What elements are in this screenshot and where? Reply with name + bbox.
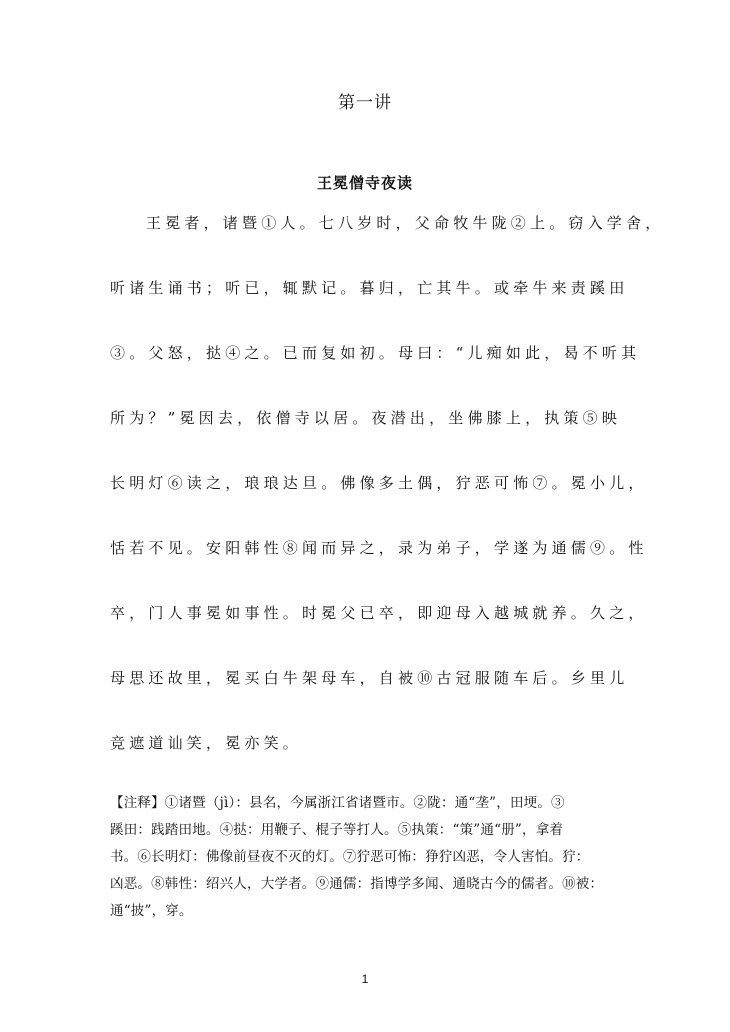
note-line: 通“披”，穿。: [110, 903, 193, 919]
note-line: 【注释】①诸暨（jì）：县名，今属浙江省诸暨市。②陇：通“垄”，田埂。③: [110, 795, 565, 811]
essay-line: 卒，门人事冕如事性。时冕父已卒，即迎母入越城就养。久之，: [110, 604, 648, 622]
note-line: 凶恶。⑧韩性：绍兴人，大学者。⑨通儒：指博学多闻、通晓古今的儒者。⑩被：: [110, 876, 604, 892]
essay-line: ③。父怒，挞④之。已而复如初。母曰：“儿痴如此，曷不听其: [110, 344, 641, 362]
essay-line: 长明灯⑥读之，琅琅达旦。佛像多土偶，狞恶可怖⑦。冕小儿，: [110, 474, 648, 492]
essay-line: 恬若不见。安阳韩性⑧闻而异之，录为弟子，学遂为通儒⑨。性: [110, 539, 648, 557]
lecture-title: 第一讲: [338, 93, 392, 113]
essay-line: 母思还故里，冕买白牛架母车，自被⑩古冠服随车后。乡里儿: [110, 669, 629, 687]
annotation-notes: [110, 790, 624, 925]
note-line: 书。⑥长明灯：佛像前昼夜不灭的灯。⑦狞恶可怖：狰狞凶恶，令人害怕。狞：: [110, 849, 590, 865]
essay-line: 所为？”冕因去，依僧寺以居。夜潜出，坐佛膝上，执策⑤映: [110, 409, 622, 427]
essay-line: 听诸生诵书；听已，辄默记。暮归，亡其牛。或牵牛来责蹊田: [110, 279, 629, 297]
page-number: 1: [361, 972, 369, 986]
essay-title: 王冕僧寺夜读: [316, 174, 413, 192]
note-line: 蹊田：践踏田地。④挞：用鞭子、棍子等打人。⑤执策：“策”通“册”，拿着: [110, 822, 564, 838]
essay-line: 王冕者，诸暨①人。七八岁时，父命牧牛陇②上。窃入学舍，: [146, 214, 665, 232]
essay-line: 竞遮道讪笑，冕亦笑。: [110, 734, 303, 752]
